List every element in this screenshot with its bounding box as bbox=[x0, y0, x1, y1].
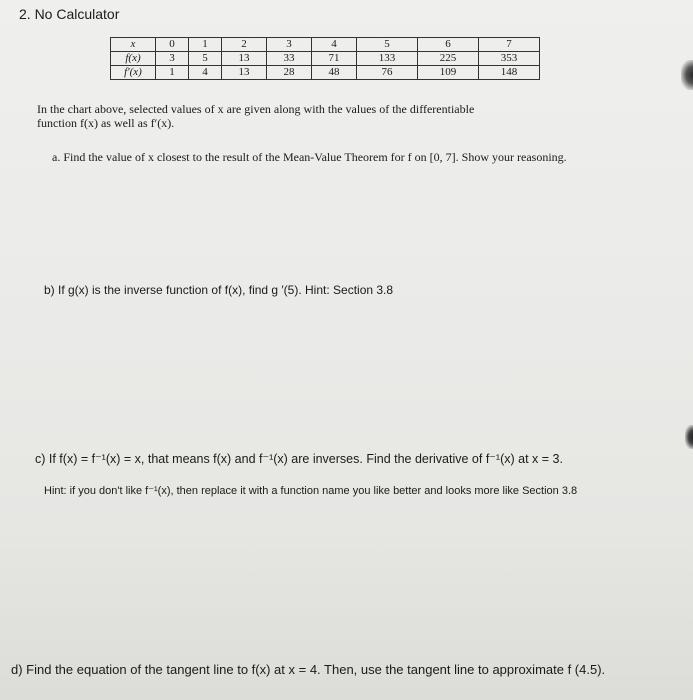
question-c: c) If f(x) = f⁻¹(x) = x, that means f(x) and f⁻¹(x) are inverses. Find the derivative of f⁻¹(x) at x = 3. bbox=[35, 452, 563, 466]
intro-line-2: function f(x) as well as f′(x). bbox=[37, 116, 175, 130]
problem-title: 2. No Calculator bbox=[19, 6, 120, 22]
question-b: b) If g(x) is the inverse function of f(x), find g ′(5). Hint: Section 3.8 bbox=[44, 283, 394, 297]
table-cell: 71 bbox=[312, 52, 357, 66]
table-cell: 7 bbox=[479, 38, 540, 52]
table-cell: 6 bbox=[418, 38, 479, 52]
table-cell: 225 bbox=[418, 52, 479, 66]
table-cell: 1 bbox=[189, 38, 222, 52]
page-edge-shadow-lower bbox=[685, 425, 693, 449]
table-row-fx bbox=[111, 52, 540, 66]
table-row-x bbox=[111, 38, 540, 52]
row-label-x: x bbox=[111, 38, 156, 52]
table-cell: 28 bbox=[267, 66, 312, 80]
table-cell: 5 bbox=[189, 52, 222, 66]
table-cell: 2 bbox=[222, 38, 267, 52]
table-cell: 109 bbox=[418, 66, 479, 80]
table-cell: 4 bbox=[189, 66, 222, 80]
table-cell: 33 bbox=[267, 52, 312, 66]
question-d: d) Find the equation of the tangent line to f(x) at x = 4. Then, use the tangent line to approximate f (4.5). bbox=[11, 662, 606, 677]
values-table bbox=[110, 37, 540, 80]
intro-line-1: In the chart above, selected values of x are given along with the values of the differentiable bbox=[37, 102, 475, 116]
page-edge-shadow bbox=[681, 60, 693, 90]
row-label-fx: f(x) bbox=[111, 52, 156, 66]
question-a: a. Find the value of x closest to the result of the Mean-Value Theorem for f on [0, 7]. Show your reasoning. bbox=[52, 150, 567, 164]
table-cell: 353 bbox=[479, 52, 540, 66]
table-cell: 13 bbox=[222, 52, 267, 66]
table-cell: 48 bbox=[312, 66, 357, 80]
table-cell: 76 bbox=[357, 66, 418, 80]
table-cell: 148 bbox=[479, 66, 540, 80]
table-cell: 5 bbox=[357, 38, 418, 52]
question-c-hint: Hint: if you don't like f⁻¹(x), then replace it with a function name you like better and looks more like Section 3.8 bbox=[44, 485, 578, 497]
intro-text bbox=[37, 102, 597, 130]
table-cell: 133 bbox=[357, 52, 418, 66]
row-label-fprime: f′(x) bbox=[111, 66, 156, 80]
table-cell: 0 bbox=[156, 38, 189, 52]
table-cell: 13 bbox=[222, 66, 267, 80]
table-row-fprime bbox=[111, 66, 540, 80]
table-cell: 4 bbox=[312, 38, 357, 52]
table-cell: 3 bbox=[156, 52, 189, 66]
table-cell: 1 bbox=[156, 66, 189, 80]
table-cell: 3 bbox=[267, 38, 312, 52]
